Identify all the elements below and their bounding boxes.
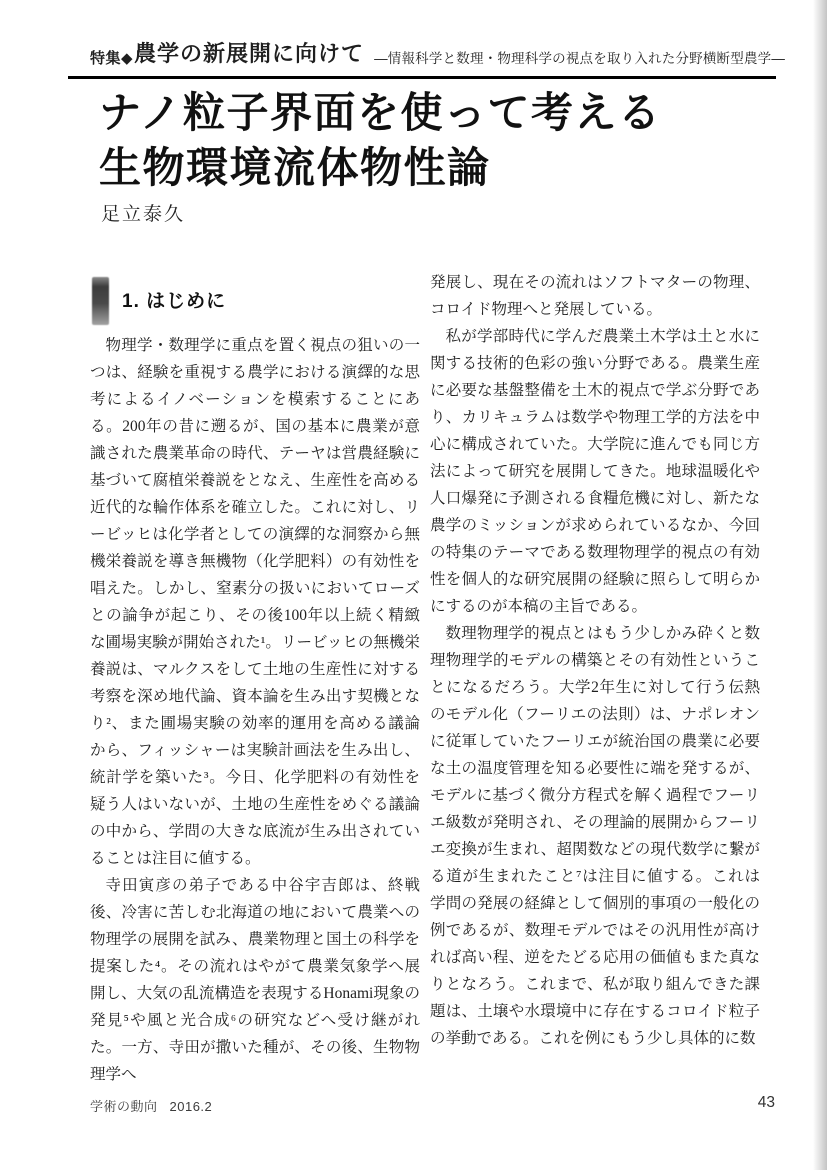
section-1-heading <box>92 277 420 325</box>
special-issue-subtitle: ―情報科学と数理・物理科学の視点を取り入れた分野横断型農学― <box>374 51 786 66</box>
right-text-column <box>430 269 760 1052</box>
author-name: 足立泰久 <box>101 204 186 225</box>
footer-issue-number: 2016.2 <box>169 1099 213 1114</box>
body-paragraph: 寺田寅彦の弟子である中谷宇吉郎は、終戦後、冷害に苦しむ北海道の地において農業への物理学の展開を試み、農業物理と国土の科学を提案した⁴。その流れはやがて農業気象学へ展開し、大気の乱流構造を表現するHonami現象の発見⁵や風と光合成⁶の研究などへ受け継がれた。一方、寺田が撒いた種が、その後、生物物理学へ <box>90 877 420 1083</box>
left-text-column <box>90 269 420 1088</box>
footer-journal-title: 学術の動向 <box>90 1099 158 1114</box>
scan-edge-shadow <box>813 0 827 1170</box>
header-divider-rule <box>68 76 776 79</box>
body-paragraph: 物理学・数理学に重点を置く視点の狙いの一つは、経験を重視する農学における演繹的な思考によるイノベーションを模索することにある。200年の昔に遡るが、国の基本に農業が意識された農業革命の時代、テーヤは営農経験に基づいて腐植栄養説をとなえ、生産性を高める近代的な輪作体系を確立した。これに対し、リービッヒは化学者としての演繹的な洞察から無機栄養説を導き無機物（化学肥料）の有効性を唱えた。しかし、窒素分の扱いにおいてローズとの論争が起こり、その後100年以上続く精緻な圃場実験が開始された¹。リービッヒの無機栄養説は、マルクスをして土地の生産性に対する考察を深め地代論、資本論を生み出す契機となり²、また圃場実験の効率的運用を高める議論から、フィッシャーは実験計画法を生み出し、統計学を築いた³。今日、化学肥料の有効性を疑う人はいないが、土地の生産性をめぐる議論の中から、学問の大きな底流が生み出されていることは注目に値する。 <box>90 337 420 867</box>
page-number: 43 <box>757 1094 775 1111</box>
body-paragraph: 私が学部時代に学んだ農業土木学は土と水に関する技術的色彩の強い分野である。農業生産に必要な基盤整備を土木的視点で学ぶ分野であり、カリキュラムは数学や物理工学的方法を中心に構成されていた。大学院に進んでも同じ方法によって研究を展開してきた。地球温暖化や人口爆発に予測される食糧危機に対し、新たな農学のミッションが求められているなか、今回の特集のテーマである数理物理学的視点の有効性を個人的な研究展開の経験に照らして明らかにするのが本稿の主旨である。 <box>430 328 760 615</box>
special-issue-title: 農学の新展開に向けて <box>134 41 365 66</box>
article-title <box>99 87 662 197</box>
special-issue-label: 特集◆ <box>90 50 134 67</box>
body-paragraph-continuation: 発展し、現在その流れはソフトマターの物理、コロイド物理へと発展している。 <box>430 274 760 318</box>
article-title-line1: ナノ粒子界面を使って考える <box>99 91 662 137</box>
section-marker-bar <box>92 277 109 325</box>
special-issue-header <box>90 40 785 68</box>
article-title-line2: 生物環境流体物性論 <box>99 146 491 192</box>
body-paragraph: 数理物理学的視点とはもう少しかみ砕くと数理物理学的モデルの構築とその有効性ということになるだろう。大学2年生に対して行う伝熱のモデル化（フーリエの法則）は、ナポレオンに従軍していたフーリエが統治国の農業に必要な土の温度管理を知る必要性に端を発するが、モデルに基づく微分方程式を解く過程でフーリエ級数が発明され、その理論的展開からフーリエ変換が生まれ、超関数などの現代数学に繋がる道が生まれたこと⁷は注目に値する。これは学問の発展の経緯として個別的事項の一般化の例であるが、数理モデルではその汎用性が高ければ高い程、逆をたどる応用の価値もまた真なりとなろう。これまで、私が取り組んできた課題は、土壌や水環境中に存在するコロイド粒子の挙動である。これを例にもう少し具体的に数 <box>430 625 760 1047</box>
footer-journal-line <box>90 1096 212 1115</box>
section-1-heading-label: 1. はじめに <box>122 290 227 312</box>
